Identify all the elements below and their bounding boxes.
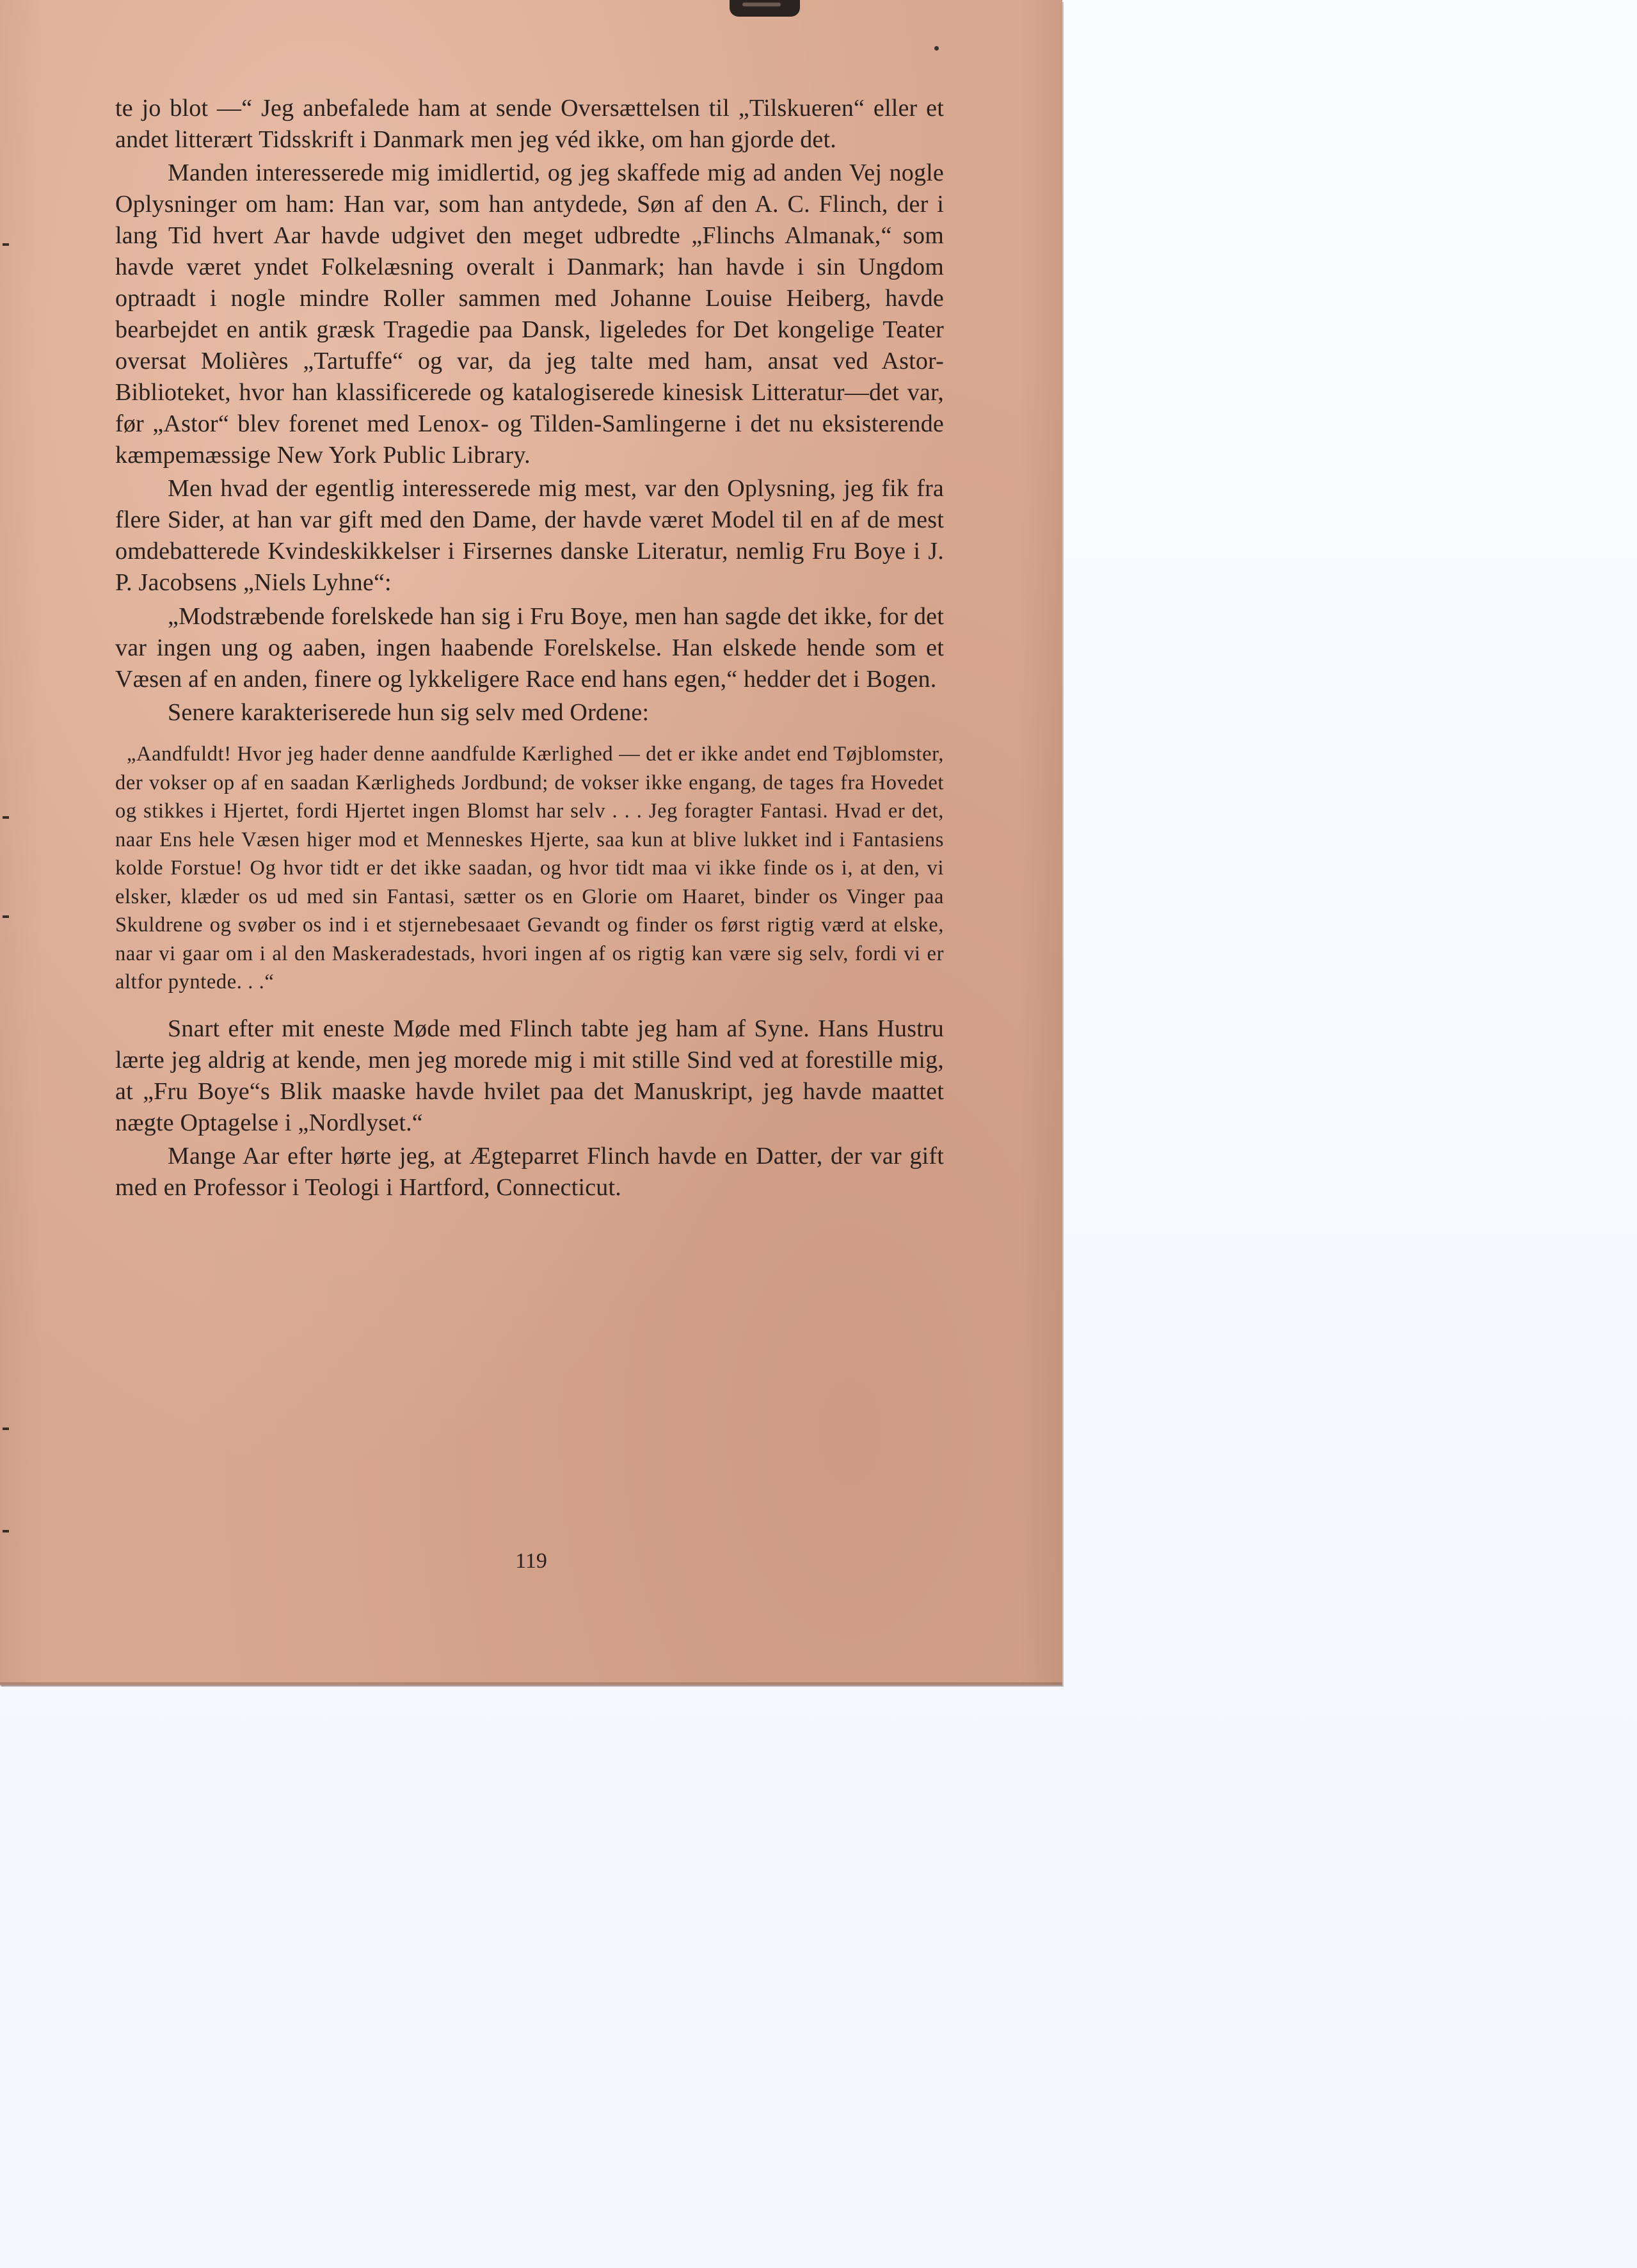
quoted-paragraph: „Modstræbende forelskede han sig i Fru Boye, men han sagde det ikke, for det var ingen ung og aaben, ingen haabende Forelskelse. Han elskede hende som et Væsen af en anden, finere og lykkeligere Race end hans egen,“ hedder det i Bogen. (115, 603, 944, 693)
block-quote: „Aandfuldt! Hvor jeg hader denne aandfulde Kærlighed — det er ikke andet end Tøjblomster, der vokser op af en saadan Kærligheds Jordbund; de vokser ikke engang, de tages fra Hovedet og stikkes i Hjertet, fordi Hjertet ingen Blomst har selv . . . Jeg foragter Fantasi. Hvad er det, naar Ens hele Væsen higer mod et Menneskes Hjerte, saa kun at blive lukket ind i Fantasiens kolde Forstue! Og hvor tidt er det ikke saadan, og hvor tidt maa vi ikke finde os i, at den, vi elsker, klæder os ud med sin Fantasi, sætter os en Glorie om Haaret, binder os Vinger paa Skuldrene og svøber os ind i et stjernebesaaet Gevandt og finder os først rigtig værd at elske, naar vi gaar om i al den Maskeradestads, hvori ingen af os rigtig kan være sig selv, fordi vi er altfor pyntede. . .“ (115, 743, 944, 993)
page-bottom-edge (0, 1682, 1062, 1686)
page-edge-mark (3, 243, 9, 246)
book-page (0, 0, 1062, 1685)
paragraph-continuation: te jo blot —“ Jeg anbefalede ham at sende Oversættelsen til „Tilskueren“ eller et andet litterært Tidsskrift i Danmark men jeg véd ikke, om han gjorde det. (115, 95, 944, 153)
paper-speck (934, 46, 939, 51)
binding-clip-highlight (742, 3, 781, 6)
page-number: 119 (515, 1549, 547, 1573)
paragraph: Mange Aar efter hørte jeg, at Ægteparret Flinch havde en Datter, der var gift med en Professor i Teologi i Hartford, Connecticut. (115, 1142, 944, 1201)
paragraph: Senere karakteriserede hun sig selv med Ordene: (168, 699, 650, 726)
paragraph: Snart efter mit eneste Møde med Flinch tabte jeg ham af Syne. Hans Hustru lærte jeg aldrig at kende, men jeg morede mig i mit stille Sind ved at forestille mig, at „Fru Boye“s Blik maaske havde hvilet paa det Manuskript, jeg havde maattet nægte Optagelse i „Nordlyset.“ (115, 1015, 944, 1136)
page-edge-mark (3, 1428, 9, 1430)
page-edge-mark (3, 816, 9, 819)
page-edge-mark (3, 1530, 9, 1532)
body-text (115, 93, 944, 1203)
paragraph: Men hvad der egentlig interesserede mig mest, var den Oplysning, jeg fik fra flere Sider, at han var gift med den Dame, der havde været Model til en af de mest omdebatterede Kvindeskikkelser i Firsernes danske Literatur, nemlig Fru Boye i J. P. Jacobsens „Niels Lyhne“: (115, 475, 944, 596)
paragraph: Manden interesserede mig imidlertid, og jeg skaffede mig ad anden Vej nogle Oplysninger om ham: Han var, som han antydede, Søn af den A. C. Flinch, der i lang Tid hvert Aar havde udgivet den meget udbredte „Flinchs Almanak,“ som havde været yndet Folkelæsning overalt i Danmark; han havde i sin Ungdom optraadt i nogle mindre Roller sammen med Johanne Louise Heiberg, havde bearbejdet en antik græsk Tragedie paa Dansk, ligeledes for Det kongelige Teater oversat Molières „Tartuffe“ og var, da jeg talte med ham, ansat ved Astor-Biblioteket, hvor han klassificerede og katalogiserede kinesisk Litteratur—det var, før „Astor“ blev forenet med Lenox- og Tilden-Samlingerne i det nu eksisterende kæmpemæssige New York Public Library. (115, 159, 944, 469)
page-edge-mark (3, 915, 9, 918)
